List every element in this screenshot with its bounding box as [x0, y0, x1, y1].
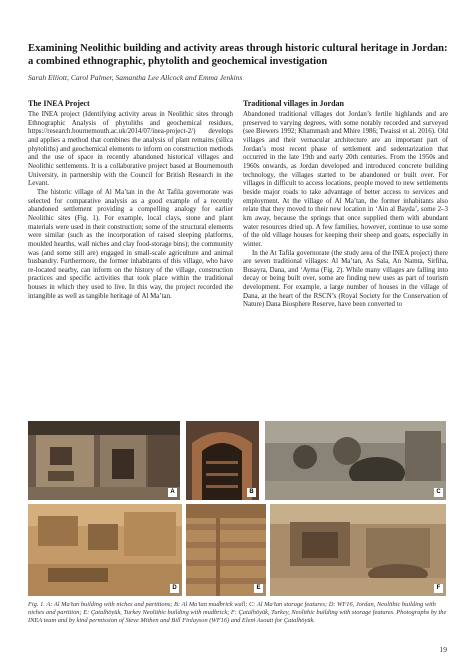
- figure-caption: Fig. 1. A: Al Ma’tan building with niches and partitions; B: Al Ma’tan mudbrick wall; C: Al Ma’tan storage features; D: WF16, Jordan, Neolithic building with niches and partition; E: Çatalhöyük, Turkey Neolithic building with mudbrick; F: Çatalhöyük, Turkey, Neolithic building with storage features. Photographs by the INEA team and by kind permission of Steve Mithen and Bill Finlayson (WF16) and Eleni Asouti for Çatalhöyük.: [28, 601, 447, 625]
- article-title: Examining Neolithic building and activity areas through historic cultural heritage in Jordan: a combined ethnographic, phytolith and geochemical investigation: [28, 43, 448, 67]
- photo-b: [186, 421, 259, 500]
- photo-label: F: [434, 584, 443, 593]
- photo-d: [28, 504, 182, 596]
- left-column: [28, 99, 233, 300]
- photo-f-image: [270, 504, 446, 596]
- photo-e: [186, 504, 266, 596]
- paragraph: In the At Tafila governorate (the study area of the INEA project) there are seven traditional villages: Al Ma’tan, As Sala, An Namta, Sirfiha, Busayra, Dana, and ‘Ayma (Fig. 2). While many villages are falling into decay or being built over, some are finding new uses as part of tourism development. For example, a large number of houses in the village of Dana, at the heart of the RSCN’s (Royal Society for the Conservation of Nature) Dana Biosphere Reserve, have been converted to: [243, 248, 448, 309]
- photo-c: [265, 421, 446, 500]
- photo-d-image: [28, 504, 182, 596]
- photo-label: C: [434, 488, 443, 497]
- photo-a-image: [28, 421, 180, 500]
- photo-label: D: [170, 584, 179, 593]
- paragraph: The INEA project (Identifying activity areas in Neolithic sites through Ethnographic Analysis of phytoliths and geochemical residues, https://research.bournemouth.ac.uk/2014/07/inea-project-2/) develops and applies a method that combines the analysis of plant remains (silica phytoliths) and geochemical elements to inform on construction methods and the use of space in recently abandoned historical villages and Neolithic settlements. It is a collaborative project based at Bournemouth University, in partnership with the Council for British Research in the Levant.: [28, 110, 233, 188]
- photo-label: A: [168, 488, 177, 497]
- paragraph: Abandoned traditional villages dot Jordan’s fertile highlands and are preserved to varying degrees, with some notably recorded and surveyed (see Biewers 1992; Khammash and Mhire 1986; Twaissi et al. 2016). Old villages and their vernacular architecture are an important part of Jordan’s most recent phase of settlement and sedentarization that occurred in the late 19th and early 20th centuries. From the 1950s and 1960s onwards, as Jordan developed and introduced concrete building technology, the villages started to be abandoned or built over. For villages in difficult to access locations, people moved to new settlements beside major roads to take advantage of better access to services and employment. At the village of Al Ma’tan, the former inhabitants also relate that they moved to their new location in ‘Ain al Bayda’, some 2–3 km away, because the springs that once supplied them with abundant water resources dried up. A few families, however, continue to use some of the old village houses for keeping their sheep and goats, especially in winter.: [243, 110, 448, 248]
- photo-c-image: [265, 421, 446, 500]
- photo-label: B: [247, 488, 256, 497]
- photo-e-image: [186, 504, 266, 596]
- section-heading-traditional-villages: Traditional villages in Jordan: [243, 99, 344, 108]
- article-authors: Sarah Elliott, Carol Palmer, Samantha Lee Allcock and Emma Jenkins: [28, 73, 243, 82]
- photo-label: E: [254, 584, 263, 593]
- photo-a: [28, 421, 180, 500]
- right-column: [243, 99, 448, 309]
- photo-f: [270, 504, 446, 596]
- paragraph: The historic village of Al Ma’tan in the At Tafila governorate was selected for comparative analysis as a good example of a recently abandoned settlement providing a compelling analogy for earlier Neolithic sites (Fig. 1). For example, local clays, stone and plant materials were used in their construction; some of the structural elements were similar (such as the incorporation of raised sleeping platforms, moulded hearths, wall niches and clay food-storage bins); the community was (and some still are) engaged in small-scale agriculture and animal husbandry. Furthermore, the former inhabitants of this village, who have re-located nearby, can inform on the history of the village, construction practices and specific activities that took place within the traditional houses in which they used to live. In this way, the project recorded the intangible as well as tangible heritage of Al Ma’tan.: [28, 187, 233, 300]
- page-number: 19: [439, 645, 447, 654]
- section-heading-inea: The INEA Project: [28, 99, 90, 108]
